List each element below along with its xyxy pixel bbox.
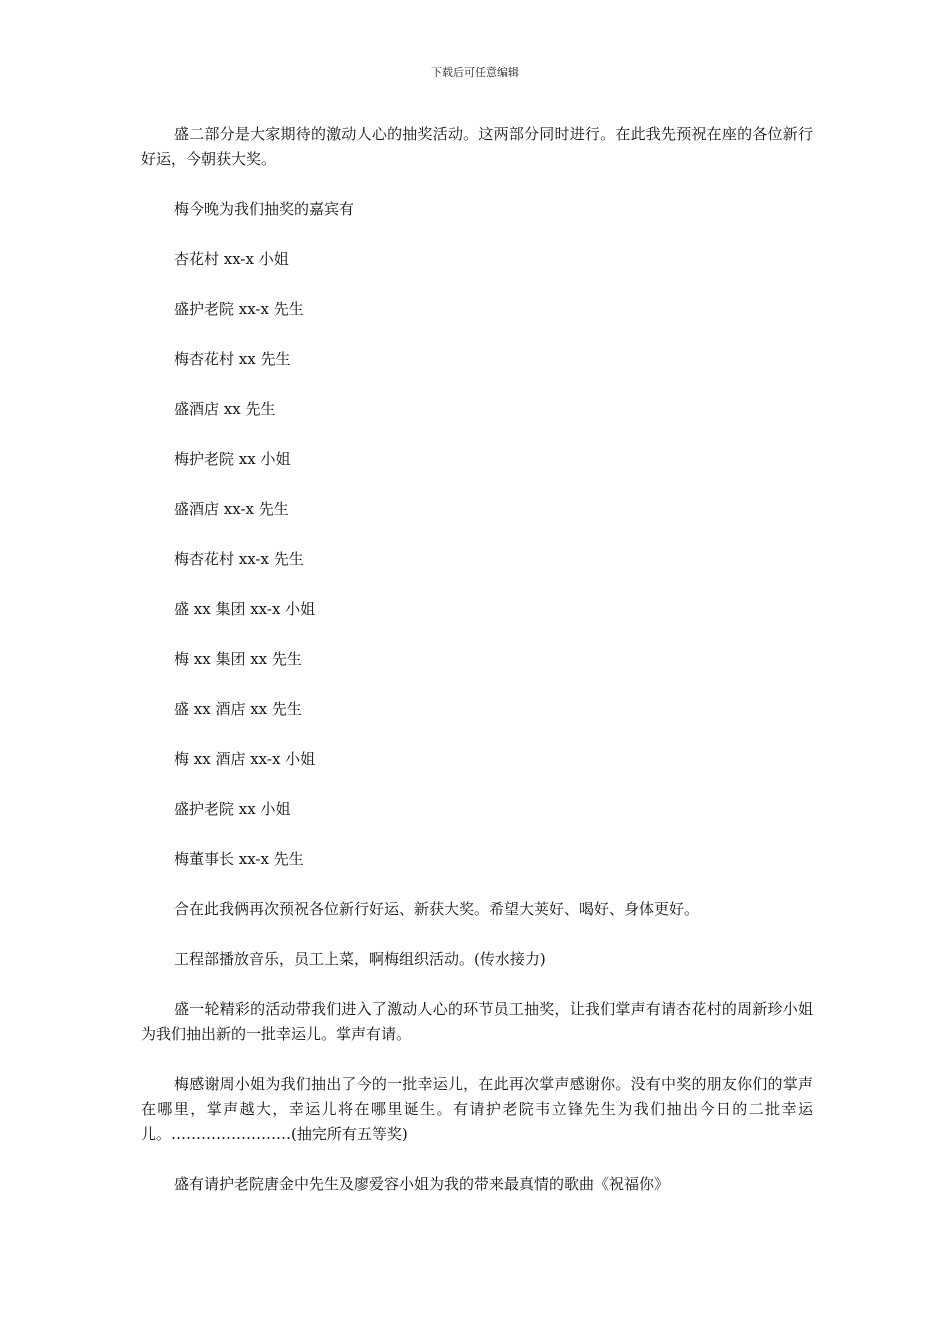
paragraph-song-invite: 盛有请护老院唐金中先生及廖爱容小姐为我的带来最真情的歌曲《祝福你》 [174,1175,670,1193]
guest-list-item: 梅杏花村 xx 先生 [174,350,291,368]
guest-list-item: 梅董事长 xx-x 先生 [174,850,304,868]
guest-list-item: 梅杏花村 xx-x 先生 [174,550,304,568]
paragraph-guest-intro: 梅今晚为我们抽奖的嘉宾有 [174,200,355,218]
paragraph-second-draw: 梅感谢周小姐为我们抽出了今的一批幸运儿，在此再次掌声感谢你。没有中奖的朋友你们的掌声在哪里，掌声越大，幸运儿将在哪里诞生。有请护老院韦立锋先生为我们抽出今日的二批幸运儿。……………………(抽完所有五等奖) [141,1075,813,1143]
paragraph-lottery-intro: 盛二部分是大家期待的激动人心的抽奖活动。这两部分同时进行。在此我先预祝在座的各位新行好运，今朝获大奖。 [141,125,813,168]
guest-list-item: 盛 xx 酒店 xx 先生 [174,700,302,718]
guest-list-item: 梅 xx 酒店 xx-x 小姐 [174,750,316,768]
guest-list-item: 盛酒店 xx 先生 [174,400,276,418]
paragraph-blessing: 合在此我俩再次预祝各位新行好运、新获大奖。希望大荚好、喝好、身体更好。 [174,900,700,918]
paragraph-activity: 工程部播放音乐，员工上菜，啊梅组织活动。(传水接力) [174,950,546,968]
guest-list-item: 盛护老院 xx-x 先生 [174,300,304,318]
guest-list-item: 杏花村 xx-x 小姐 [174,250,289,268]
guest-list-item: 盛酒店 xx-x 先生 [174,500,289,518]
paragraph-first-draw: 盛一轮精彩的活动带我们进入了激动人心的环节员工抽奖，让我们掌声有请杏花村的周新珍小姐为我们抽出新的一批幸运儿。掌声有请。 [141,1000,813,1043]
guest-list-item: 盛 xx 集团 xx-x 小姐 [174,600,316,618]
page-header-note: 下载后可任意编辑 [431,66,519,79]
guest-list-item: 梅护老院 xx 小姐 [174,450,291,468]
guest-list-item: 梅 xx 集团 xx 先生 [174,650,302,668]
document-body [141,122,813,1222]
guest-list-item: 盛护老院 xx 小姐 [174,800,291,818]
